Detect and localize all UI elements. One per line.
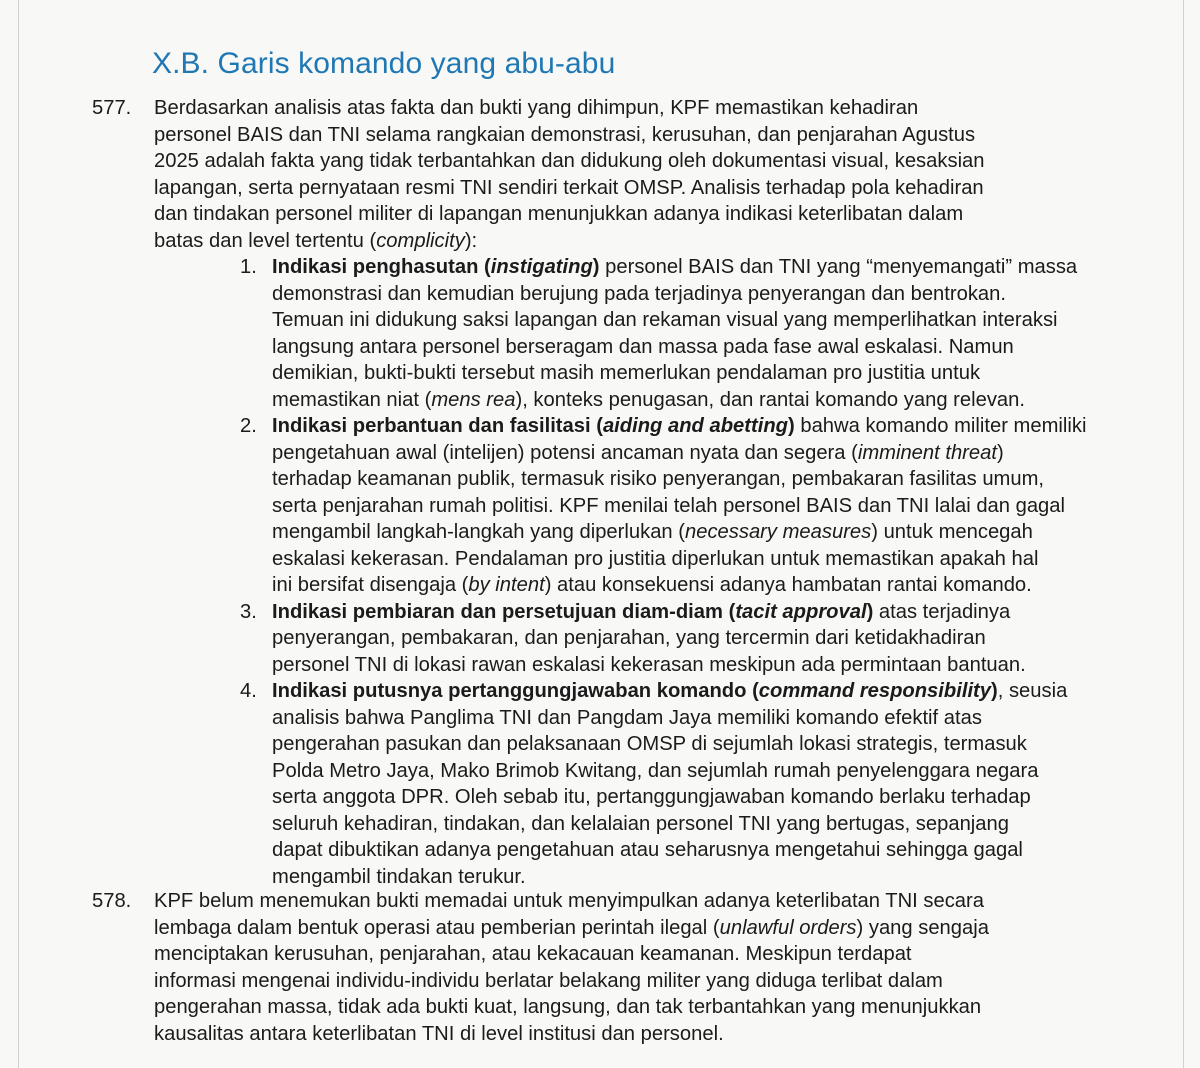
text-line: personel BAIS dan TNI selama rangkaian demonstrasi, kerusuhan, dan penjarahan Agustus (154, 123, 976, 146)
text-line: dan tindakan personel militer di lapangan menunjukkan adanya indikasi keterlibatan dalam (154, 203, 964, 225)
text-line: Polda Metro Jaya, Mako Brimob Kwitang, dan sejumlah rumah penyelenggara negara (272, 759, 1039, 782)
text-line: eskalasi kekerasan. Pendalaman pro justitia diperlukan untuk memastikan apakah hal (272, 547, 1039, 570)
text-line: dapat dibuktikan adanya pengetahuan atau seharusnya mengetahui sehingga gagal (272, 839, 1023, 861)
text-line: Berdasarkan analisis atas fakta dan bukti yang dihimpun, KPF memastikan kehadiran (154, 97, 919, 119)
list-item-3 (240, 599, 1152, 679)
italic-term: complicity (376, 229, 465, 252)
text-fragment: personel BAIS dan TNI yang “menyemangati” massa (599, 256, 1078, 278)
italic-term: command responsibility (758, 680, 992, 702)
text-line (272, 413, 1152, 440)
text-fragment: batas dan level tertentu ( (154, 229, 377, 252)
text-line (272, 254, 1152, 281)
italic-term: mens rea (431, 388, 516, 411)
text-line: serta penjarahan rumah politisi. KPF menilai telah personel BAIS dan TNI lalai dan gagal (272, 494, 1065, 517)
text-line: ini bersifat disengaja (by intent) atau konsekuensi adanya hambatan rantai komando. (272, 574, 1032, 596)
text-line: langsung antara personel berseragam dan massa pada fase awal eskalasi. Namun (272, 335, 1014, 358)
paragraph-body (154, 95, 1152, 890)
text-fragment: ): (464, 229, 478, 252)
text-line: personel TNI di lokasi rawan eskalasi kekerasan meskipun ada permintaan bantuan. (272, 653, 1026, 676)
text-line: menciptakan kerusuhan, penjarahan, atau kekacauan keamanan. Meskipun terdapat (154, 943, 912, 965)
paragraph-578 (92, 888, 1152, 1047)
bold-lead: Indikasi perbantuan dan fasilitasi (aiding and abetting) (272, 415, 795, 437)
text-line (154, 228, 1152, 255)
italic-term: tacit approval (735, 600, 867, 623)
text-line: mengambil tindakan terukur. (272, 865, 526, 888)
bold-lead: Indikasi pembiaran dan persetujuan diam-diam (tacit approval) (272, 600, 874, 623)
list-number: 2. (240, 415, 257, 437)
text-line: informasi mengenai individu-individu berlatar belakang militer yang diduga terlibat dalam (154, 969, 943, 992)
paragraph-number: 578. (92, 890, 132, 912)
italic-term: by intent (468, 574, 545, 596)
paragraph-number: 577. (92, 97, 132, 119)
text-line: seluruh kehadiran, tindakan, dan kelalaian personel TNI yang bertugas, sepanjang (272, 812, 1009, 835)
list-number: 1. (240, 256, 257, 278)
text-line (272, 599, 1152, 626)
text-line: memastikan niat (mens rea), konteks penugasan, dan rantai komando yang relevan. (272, 388, 1025, 411)
italic-term: instigating (490, 256, 593, 278)
section-heading: X.B. Garis komando yang abu-abu (152, 47, 616, 80)
text-line: analisis bahwa Panglima TNI dan Pangdam Jaya memiliki komando efektif atas (272, 706, 982, 729)
text-line: pengerahan pasukan dan pelaksanaan OMSP di sejumlah lokasi strategis, termasuk (272, 733, 1027, 755)
list-item-4 (240, 678, 1152, 890)
text-line: Temuan ini didukung saksi lapangan dan rekaman visual yang memperlihatkan interaksi (272, 309, 1058, 331)
paragraph-body (154, 888, 1152, 1047)
italic-term: imminent threat (857, 441, 997, 464)
text-line: pengerahan massa, tidak ada bukti kuat, langsung, dan tak terbantahkan yang menunjukkan (154, 996, 982, 1018)
text-line: 2025 adalah fakta yang tidak terbantahkan dan didukung oleh dokumentasi visual, kesaksian (154, 150, 985, 172)
list-item-2 (240, 413, 1152, 599)
text-line: demikian, bukti-bukti tersebut masih memerlukan pendalaman pro justitia untuk (272, 362, 981, 384)
list-number: 4. (240, 680, 257, 702)
text-fragment: atas terjadinya (873, 600, 1011, 623)
text-line: lapangan, serta pernyataan resmi TNI sendiri terkait OMSP. Analisis terhadap pola kehadiran (154, 176, 984, 199)
text-line: demonstrasi dan kemudian berujung pada terjadinya penyerangan dan bentrokan. (272, 282, 1006, 305)
text-line: mengambil langkah-langkah yang diperlukan (necessary measures) untuk mencegah (272, 521, 1033, 543)
bold-lead: Indikasi putusnya pertanggungjawaban komando (command responsibility) (272, 680, 998, 702)
italic-term: unlawful orders (719, 916, 857, 939)
italic-term: necessary measures (684, 521, 872, 543)
text-line: lembaga dalam bentuk operasi atau pemberian perintah ilegal (unlawful orders) yang sengaja (154, 916, 989, 939)
text-line: serta anggota DPR. Oleh sebab itu, pertanggungjawaban komando berlaku terhadap (272, 786, 1031, 808)
text-line: pengetahuan awal (intelijen) potensi ancaman nyata dan segera (imminent threat) (272, 441, 1004, 464)
text-line (272, 678, 1152, 705)
text-fragment: , seusia (997, 680, 1068, 702)
bold-lead: Indikasi penghasutan (instigating) (272, 256, 600, 278)
list-number: 3. (240, 600, 257, 623)
italic-term: aiding and abetting (602, 415, 788, 437)
text-line: kausalitas antara keterlibatan TNI di level institusi dan personel. (154, 1022, 724, 1045)
paragraph-577 (92, 95, 1152, 890)
text-line: penyerangan, pembakaran, dan penjarahan, yang tercermin dari ketidakhadiran (272, 627, 986, 649)
numbered-list (240, 254, 1152, 890)
text-line: KPF belum menemukan bukti memadai untuk menyimpulkan adanya keterlibatan TNI secara (154, 890, 984, 912)
text-fragment: bahwa komando militer memiliki (794, 415, 1087, 437)
list-item-1 (240, 254, 1152, 413)
text-line: terhadap keamanan publik, termasuk risiko penyerangan, pembakaran fasilitas umum, (272, 468, 1045, 490)
